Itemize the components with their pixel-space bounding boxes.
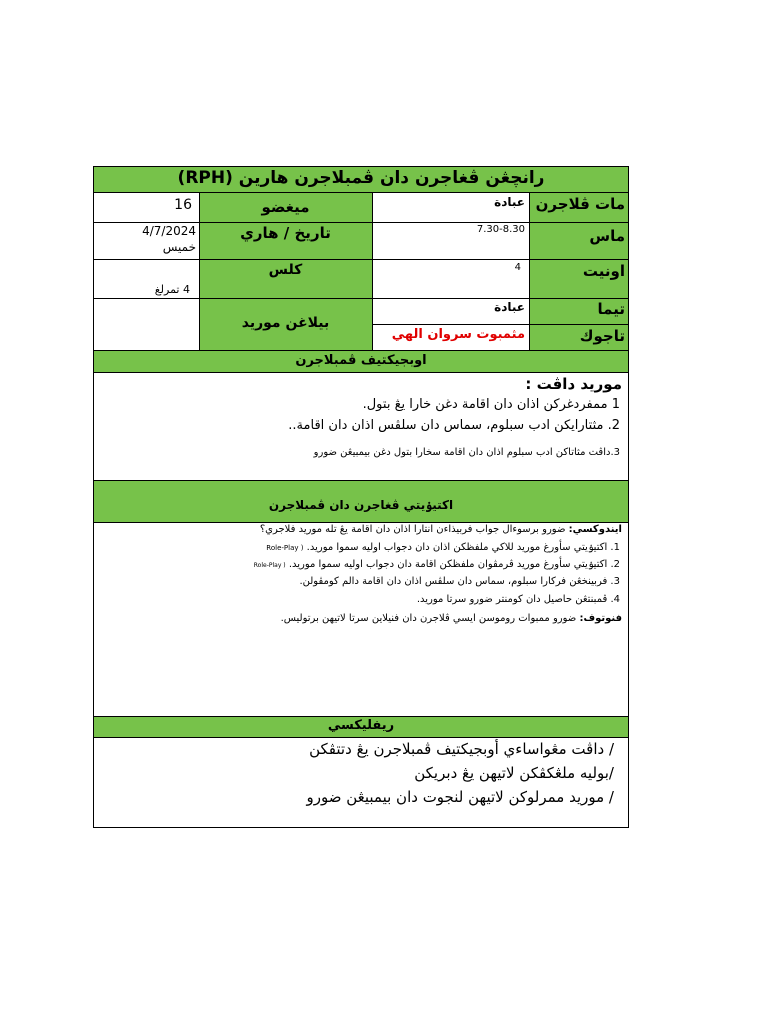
objectives-header-text: اوبجيكتيف ڤمبلاجرن bbox=[295, 353, 427, 368]
induction-line bbox=[260, 524, 622, 535]
activity-step-text: 1. اكتيۏيتي سأورغ موريد للاكي ملفظكن اذان دان دجواب اوليه سموا موريد. bbox=[306, 542, 620, 553]
activity-step-text: 2. اكتيۏيتي سأورغ موريد ڤرمڤوان ملفظكن اقامة دان دجواب اوليه سموا موريد. bbox=[288, 559, 620, 570]
activity-step-tag: ( Role-Play bbox=[253, 562, 286, 569]
objective-item-1: 1 ممفردغركن اذان دان اقامة دغن خارا يڠ بتول. bbox=[362, 397, 620, 412]
induction-label: ايندوكسي: bbox=[568, 524, 622, 535]
activity-step-tag: ( Role-Play bbox=[266, 544, 304, 552]
week-value: 16 bbox=[174, 197, 192, 213]
rph-form bbox=[93, 166, 629, 828]
unit-value: 4 bbox=[514, 262, 521, 273]
reflection-line-3: / موريد ممرلوكن لاتيهن لنجوت دان بيمبيڠن ضورو bbox=[306, 788, 614, 806]
activity-step-1 bbox=[266, 542, 620, 553]
reflection-header-text: ريفليكسي bbox=[327, 718, 395, 733]
activities-header-text: اكتيۏيتي ڤغاجرن دان ڤمبلاجرن bbox=[268, 498, 454, 512]
class-label: كلس bbox=[268, 262, 303, 278]
activity-step-4: 4. ڤمبنتڠن حاصيل دان كومنتر ضورو سرتا موريد. bbox=[416, 594, 620, 605]
form-title: رانچڠن ڤغاجرن دان ڤمبلاجرن هارين (RPH) bbox=[177, 168, 545, 188]
pupils-label: بيلاغن موريد bbox=[241, 315, 330, 331]
date-value: 4/7/2024 bbox=[142, 224, 196, 238]
closure-line bbox=[281, 613, 622, 624]
title-label: تاجوك bbox=[579, 327, 625, 345]
theme-label: تيما bbox=[597, 300, 625, 318]
closure-text: ضورو ممبوات روموسن ايسي ڤلاجرن دان فنيلاين سرتا لاتيهن برتوليس. bbox=[280, 613, 580, 624]
subject-label: مات ڤلاجرن bbox=[535, 195, 625, 213]
objectives-heading: موريد داڤت : bbox=[525, 375, 622, 393]
objective-item-2: 2. مثتارايكن ادب سبلوم، سماس دان سلڤس اذان دان اقامة.. bbox=[288, 418, 620, 433]
unit-label: اونيت bbox=[582, 262, 625, 280]
week-label: ميغضو bbox=[261, 198, 310, 216]
class-value: 4 تمرلغ bbox=[154, 283, 190, 296]
closure-label: فنوتوف: bbox=[579, 613, 622, 624]
activity-step-2 bbox=[254, 559, 620, 570]
activity-step-3: 3. فربينخڠن فركارا سبلوم، سماس دان سلڤس اذان دان اقامة دالم كومڤولن. bbox=[299, 576, 620, 587]
subject-value: عبادة bbox=[494, 195, 525, 209]
reflection-line-1: / داڤت مڠواساءي أوبجيكتيف ڤمبلاجرن يڠ دتتڤكن bbox=[309, 740, 614, 758]
reflection-line-2: /بوليه ملڠكڤكن لاتيهن يڠ دبريكن bbox=[414, 764, 614, 782]
theme-value: عبادة bbox=[494, 300, 525, 314]
time-value: 7.30-8.30 bbox=[476, 224, 525, 235]
title-value: مثمبوت سروان الهي bbox=[391, 327, 525, 342]
day-value: خميس bbox=[162, 240, 196, 254]
objective-item-3: 3.داڤت مثاتاكن ادب سبلوم اذان دان اقامة سخارا بتول دغن بيمبيڠن ضورو bbox=[313, 447, 620, 458]
time-label: ماس bbox=[589, 227, 625, 245]
induction-text: ضورو برسوءال جواب فربيذاءن انتارا اذان دان اقامة يڠ تله موريد فلاجري؟ bbox=[259, 524, 569, 535]
date-label: تاريخ / هاري bbox=[240, 224, 331, 242]
